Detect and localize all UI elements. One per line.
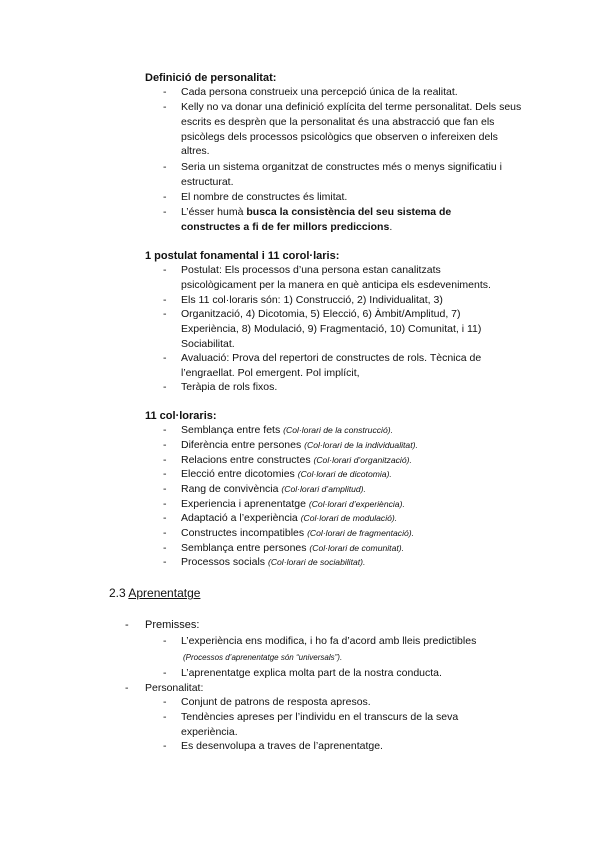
list-item: - Adaptació a l’experiència (Col·lorari de modulació). — [163, 512, 398, 524]
section-heading-personality-definition: Definició de personalitat: — [145, 72, 277, 84]
list-item: - El nombre de constructes és limitat. — [163, 191, 348, 203]
list-item: - L’experiència ens modifica, i ho fa d’acord amb lleis predictibles — [163, 635, 477, 647]
premisses-note: (Processos d’aprenentatge són “universals”). — [183, 653, 343, 662]
list-item: - Teràpia de rols fixos. — [163, 381, 278, 393]
list-item: - Kelly no va donar una definició explícita del terme personalitat. Dels seus escrits es desprèn que la personalitat és una abstracció que fan els psicòlegs dels processos psicològics que observen o infereixen dels altres. — [163, 101, 522, 158]
list-item: - Diferència entre persones (Col·lorari de la individualitat). — [163, 439, 418, 451]
list-item: - Elecció entre dicotomies (Col·lorari de dicotomia). — [163, 468, 392, 480]
list-item: - L’aprenentatge explica molta part de la nostra conducta. — [163, 667, 442, 679]
list-item: - Tendències apreses per l’individu en el transcurs de la seva experiència. — [163, 711, 459, 738]
list-item: - Constructes incompatibles (Col·lorari de fragmentació). — [163, 527, 415, 539]
list-item: - Es desenvolupa a traves de l’aprenentatge. — [163, 740, 383, 752]
list-item: - Avaluació: Prova del repertori de constructes de rols. Tècnica de l’engraellat. Pol emergent. Pol implícit, — [163, 352, 482, 379]
list-item: - Rang de convivència (Col·lorari d’amplitud). — [163, 483, 366, 495]
list-item: - Organització, 4) Dicotomia, 5) Elecció, 6) Àmbit/Amplitud, 7) Experiència, 8) Modulació, 9) Fragmentació, 10) Comunitat, i 11) Sociabilitat. — [163, 308, 482, 350]
list-item: - Cada persona construeix una percepció única de la realitat. — [163, 86, 458, 98]
premisses-label: - Premisses: — [125, 619, 200, 631]
list-item: - Semblança entre fets (Col·lorari de la construcció). — [163, 424, 393, 436]
section-title-learning: 2.3 Aprenentatge — [109, 586, 201, 600]
list-item: - Conjunt de patrons de resposta apresos. — [163, 696, 371, 708]
list-item: - Semblança entre persones (Col·lorari de comunitat). — [163, 542, 404, 554]
list-item: - Els 11 col·loraris són: 1) Construcció, 2) Individualitat, 3) — [163, 294, 443, 306]
list-item: - Postulat: Els processos d’una persona estan canalitzats psicològicament per la manera en què anticipa els esdeveniments. — [163, 264, 491, 291]
list-item: - Relacions entre constructes (Col·lorari d’organització). — [163, 454, 412, 466]
section-heading-postulate: 1 postulat fonamental i 11 corol·laris: — [145, 250, 340, 262]
list-item: - Processos socials (Col·lorari de sociabilitat). — [163, 556, 366, 568]
list-item: - Experiencia i aprenentatge (Col·lorari d’experiència). — [163, 498, 405, 510]
section-heading-corollaries: 11 col·loraris: — [145, 410, 217, 422]
personalitat-label: - Personalitat: — [125, 682, 204, 694]
list-item: - L’ésser humà busca la consistència del seu sistema de constructes a fi de fer millors prediccions. — [163, 206, 452, 233]
list-item: - Seria un sistema organitzat de constructes més o menys significatiu i estructurat. — [163, 161, 502, 188]
